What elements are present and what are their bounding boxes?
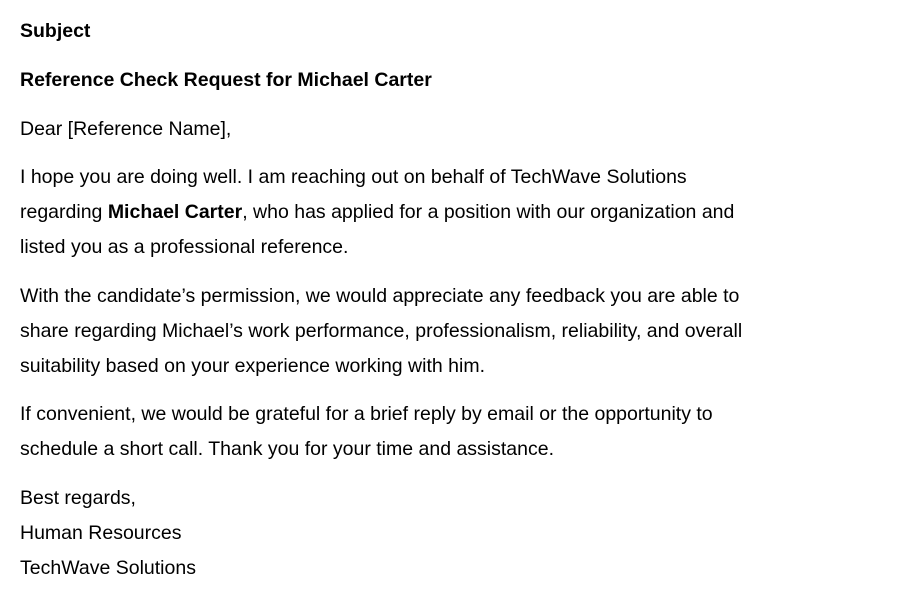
paragraph-intro-line-3: listed you as a professional reference.: [20, 236, 349, 258]
paragraph-intro-line-2: [20, 195, 882, 230]
paragraph-request-line-3: suitability based on your experience working with him.: [20, 355, 485, 377]
greeting: Dear [Reference Name],: [20, 118, 232, 140]
subject-label: Subject: [20, 20, 91, 42]
paragraph-request: [20, 279, 882, 384]
paragraph-request-line-1: With the candidate’s permission, we would appreciate any feedback you are able to: [20, 285, 740, 307]
paragraph-intro-line-2-prefix: regarding: [20, 201, 108, 223]
signature-block: [20, 481, 882, 586]
paragraph-intro-line-2-suffix: , who has applied for a position with our organization and: [242, 201, 735, 223]
signoff: Best regards,: [20, 487, 136, 509]
signature-company: TechWave Solutions: [20, 557, 196, 579]
paragraph-followup: [20, 397, 882, 467]
candidate-name: Michael Carter: [107, 201, 243, 223]
paragraph-followup-line-1: If convenient, we would be grateful for a brief reply by email or the opportunity to: [20, 403, 713, 425]
paragraph-request-line-2: share regarding Michael’s work performance, professionalism, reliability, and overall: [20, 320, 743, 342]
subject-text: Reference Check Request for Michael Carter: [20, 69, 432, 91]
paragraph-intro-line-1: I hope you are doing well. I am reaching out on behalf of TechWave Solutions: [20, 166, 687, 188]
paragraph-followup-line-2: schedule a short call. Thank you for your time and assistance.: [20, 438, 555, 460]
paragraph-intro: [20, 160, 882, 265]
signature-department: Human Resources: [20, 522, 182, 544]
